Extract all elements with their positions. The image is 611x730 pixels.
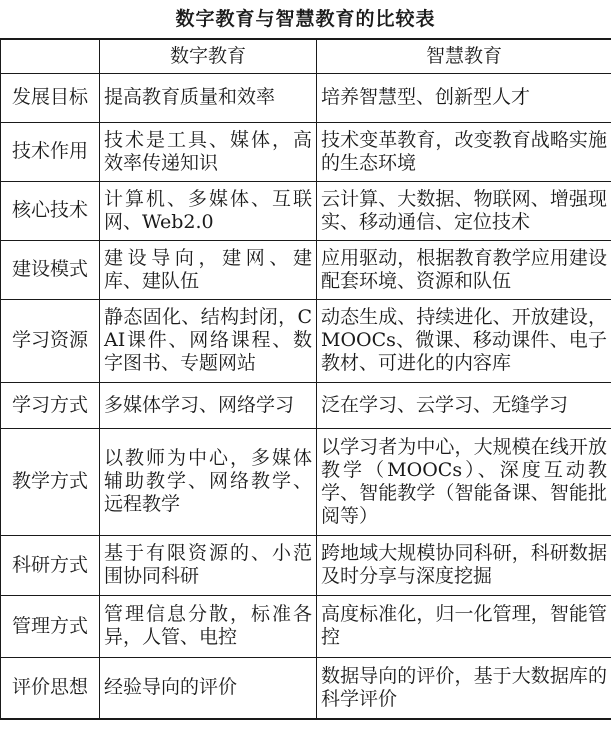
row-label: 评价思想 bbox=[1, 657, 100, 719]
row-label: 学习方式 bbox=[1, 382, 100, 428]
smart-cell: 技术变革教育，改变教育战略实施的生态环境 bbox=[317, 122, 611, 181]
row-label: 建设模式 bbox=[1, 240, 100, 299]
header-smart-education: 智慧教育 bbox=[317, 39, 611, 73]
table-title: 数字教育与智慧教育的比较表 bbox=[175, 8, 436, 30]
digital-cell: 基于有限资源的、小范围协同科研 bbox=[100, 535, 317, 595]
table-row bbox=[1, 657, 611, 719]
row-label: 管理方式 bbox=[1, 595, 100, 657]
digital-cell: 静态固化、结构封闭，CAI课件、网络课程、数字图书、专题网站 bbox=[100, 299, 317, 382]
row-label: 发展目标 bbox=[1, 73, 100, 122]
table-row bbox=[1, 382, 611, 428]
header-digital-education: 数字教育 bbox=[100, 39, 317, 73]
smart-cell: 高度标准化，归一化管理，智能管控 bbox=[317, 595, 611, 657]
table-row bbox=[1, 181, 611, 240]
table-row bbox=[1, 595, 611, 657]
smart-cell: 应用驱动，根据教育教学应用建设配套环境、资源和队伍 bbox=[317, 240, 611, 299]
header-corner bbox=[1, 39, 100, 73]
digital-cell: 多媒体学习、网络学习 bbox=[100, 382, 317, 428]
digital-cell: 提高教育质量和效率 bbox=[100, 73, 317, 122]
smart-cell: 以学习者为中心，大规模在线开放教学（MOOCs）、深度互动教学、智能教学（智能备课、智能批阅等） bbox=[317, 428, 611, 535]
table-row bbox=[1, 428, 611, 535]
table-row bbox=[1, 73, 611, 122]
row-label: 技术作用 bbox=[1, 122, 100, 181]
smart-cell: 泛在学习、云学习、无缝学习 bbox=[317, 382, 611, 428]
table-row bbox=[1, 122, 611, 181]
smart-cell: 跨地域大规模协同科研，科研数据及时分享与深度挖掘 bbox=[317, 535, 611, 595]
row-label: 教学方式 bbox=[1, 428, 100, 535]
smart-cell: 动态生成、持续进化、开放建设，MOOCs、微课、移动课件、电子教材、可进化的内容库 bbox=[317, 299, 611, 382]
digital-cell: 计算机、多媒体、互联网、Web2.0 bbox=[100, 181, 317, 240]
smart-cell: 数据导向的评价，基于大数据库的科学评价 bbox=[317, 657, 611, 719]
digital-cell: 技术是工具、媒体，高效率传递知识 bbox=[100, 122, 317, 181]
digital-cell: 管理信息分散，标准各异，人管、电控 bbox=[100, 595, 317, 657]
table-row bbox=[1, 535, 611, 595]
digital-cell: 建设导向，建网、建库、建队伍 bbox=[100, 240, 317, 299]
row-label: 学习资源 bbox=[1, 299, 100, 382]
row-label: 科研方式 bbox=[1, 535, 100, 595]
smart-cell: 云计算、大数据、物联网、增强现实、移动通信、定位技术 bbox=[317, 181, 611, 240]
digital-cell: 以教师为中心，多媒体辅助教学、网络教学、远程教学 bbox=[100, 428, 317, 535]
table-row bbox=[1, 240, 611, 299]
smart-cell: 培养智慧型、创新型人才 bbox=[317, 73, 611, 122]
header-row bbox=[1, 39, 611, 73]
table-row bbox=[1, 299, 611, 382]
digital-cell: 经验导向的评价 bbox=[100, 657, 317, 719]
row-label: 核心技术 bbox=[1, 181, 100, 240]
comparison-table bbox=[0, 38, 611, 720]
